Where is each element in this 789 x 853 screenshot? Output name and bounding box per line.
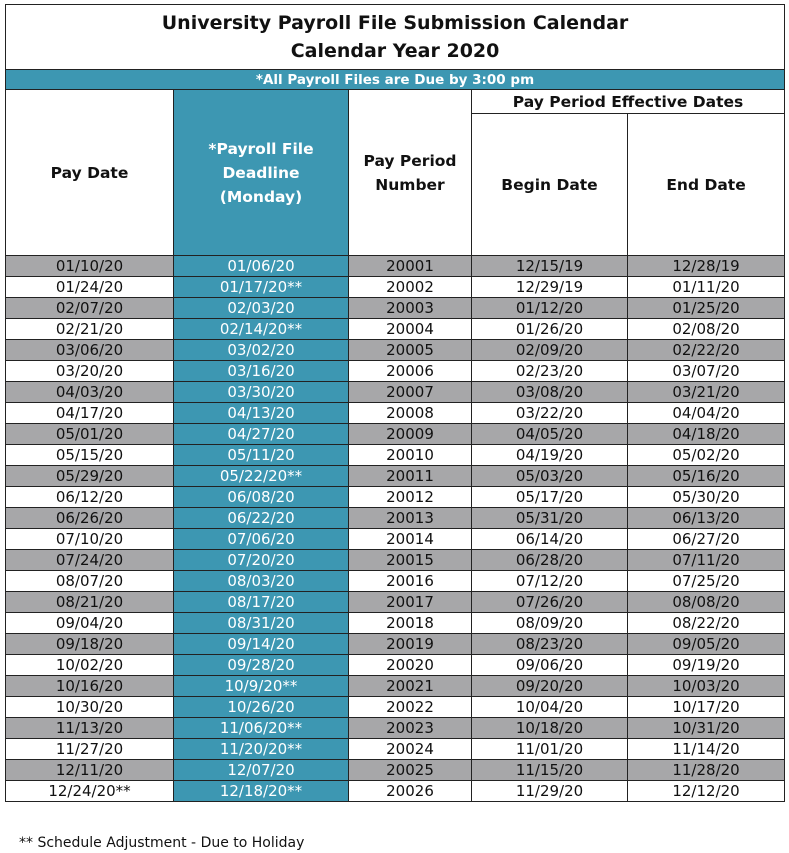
pay-date-cell: 11/27/20 — [6, 739, 174, 760]
begin-date-cell: 03/08/20 — [472, 382, 628, 403]
pay-date-cell: 08/07/20 — [6, 571, 174, 592]
table-row — [6, 466, 785, 487]
table-row — [6, 739, 785, 760]
end-date-cell: 09/19/20 — [628, 655, 785, 676]
pay-period-number-cell: 20010 — [349, 445, 472, 466]
table-row — [6, 781, 785, 802]
begin-date-cell: 01/12/20 — [472, 298, 628, 319]
end-date-cell: 07/25/20 — [628, 571, 785, 592]
table-row — [6, 445, 785, 466]
begin-date-cell: 10/18/20 — [472, 718, 628, 739]
deadline-cell: 03/16/20 — [174, 361, 349, 382]
end-date-cell: 02/08/20 — [628, 319, 785, 340]
deadline-cell: 03/30/20 — [174, 382, 349, 403]
deadline-cell: 02/03/20 — [174, 298, 349, 319]
deadline-cell: 06/08/20 — [174, 487, 349, 508]
table-row — [6, 298, 785, 319]
deadline-cell: 11/20/20** — [174, 739, 349, 760]
pay-date-cell: 02/21/20 — [6, 319, 174, 340]
end-date-cell: 12/28/19 — [628, 256, 785, 277]
end-date-cell: 02/22/20 — [628, 340, 785, 361]
end-date-cell: 07/11/20 — [628, 550, 785, 571]
deadline-cell: 11/06/20** — [174, 718, 349, 739]
pay-period-number-cell: 20001 — [349, 256, 472, 277]
table-row — [6, 613, 785, 634]
pay-date-cell: 10/02/20 — [6, 655, 174, 676]
end-date-cell: 01/25/20 — [628, 298, 785, 319]
pay-period-number-cell: 20023 — [349, 718, 472, 739]
begin-date-cell: 12/29/19 — [472, 277, 628, 298]
table-row — [6, 634, 785, 655]
pay-date-cell: 10/30/20 — [6, 697, 174, 718]
holiday-footnote: ** Schedule Adjustment - Due to Holiday — [19, 835, 305, 851]
pay-period-number-cell: 20008 — [349, 403, 472, 424]
pay-period-header-line-2: Number — [375, 175, 445, 194]
begin-date-cell: 03/22/20 — [472, 403, 628, 424]
end-date-cell: 01/11/20 — [628, 277, 785, 298]
begin-date-cell: 01/26/20 — [472, 319, 628, 340]
pay-period-number-cell: 20016 — [349, 571, 472, 592]
begin-date-cell: 05/03/20 — [472, 466, 628, 487]
effective-dates-group-header: Pay Period Effective Dates — [472, 90, 785, 114]
end-date-cell: 06/13/20 — [628, 508, 785, 529]
begin-date-cell: 07/12/20 — [472, 571, 628, 592]
deadline-cell: 12/07/20 — [174, 760, 349, 781]
pay-date-cell: 07/10/20 — [6, 529, 174, 550]
deadline-cell: 02/14/20** — [174, 319, 349, 340]
begin-date-cell: 04/19/20 — [472, 445, 628, 466]
pay-period-number-cell: 20021 — [349, 676, 472, 697]
pay-date-cell: 03/06/20 — [6, 340, 174, 361]
deadline-cell: 08/31/20 — [174, 613, 349, 634]
pay-period-number-cell: 20009 — [349, 424, 472, 445]
pay-date-header — [6, 90, 174, 256]
end-date-cell: 10/17/20 — [628, 697, 785, 718]
begin-date-cell: 05/31/20 — [472, 508, 628, 529]
pay-date-header-label: Pay Date — [50, 163, 129, 182]
pay-period-number-cell: 20015 — [349, 550, 472, 571]
end-date-cell: 08/22/20 — [628, 613, 785, 634]
payroll-rows — [6, 256, 785, 802]
pay-date-cell: 01/24/20 — [6, 277, 174, 298]
pay-date-cell: 06/12/20 — [6, 487, 174, 508]
begin-date-cell: 02/23/20 — [472, 361, 628, 382]
pay-period-number-cell: 20020 — [349, 655, 472, 676]
pay-date-cell: 09/18/20 — [6, 634, 174, 655]
table-row — [6, 760, 785, 781]
deadline-cell: 07/06/20 — [174, 529, 349, 550]
end-date-cell: 05/16/20 — [628, 466, 785, 487]
begin-date-cell: 11/01/20 — [472, 739, 628, 760]
end-date-cell: 09/05/20 — [628, 634, 785, 655]
table-row — [6, 361, 785, 382]
table-row — [6, 256, 785, 277]
pay-date-cell: 08/21/20 — [6, 592, 174, 613]
pay-period-number-cell: 20017 — [349, 592, 472, 613]
end-date-cell: 06/27/20 — [628, 529, 785, 550]
begin-date-cell: 08/23/20 — [472, 634, 628, 655]
deadline-cell: 08/03/20 — [174, 571, 349, 592]
table-row — [6, 319, 785, 340]
end-date-cell: 04/04/20 — [628, 403, 785, 424]
table-row — [6, 550, 785, 571]
pay-period-number-cell: 20014 — [349, 529, 472, 550]
due-time-banner: *All Payroll Files are Due by 3:00 pm — [6, 70, 785, 90]
table-row — [6, 508, 785, 529]
pay-period-number-cell: 20011 — [349, 466, 472, 487]
begin-date-cell: 07/26/20 — [472, 592, 628, 613]
pay-date-cell: 11/13/20 — [6, 718, 174, 739]
begin-date-cell: 09/20/20 — [472, 676, 628, 697]
payroll-calendar — [5, 4, 784, 851]
end-date-cell: 10/31/20 — [628, 718, 785, 739]
deadline-header — [174, 90, 349, 256]
end-date-cell: 08/08/20 — [628, 592, 785, 613]
pay-date-cell: 05/01/20 — [6, 424, 174, 445]
end-date-cell: 11/28/20 — [628, 760, 785, 781]
begin-date-cell: 02/09/20 — [472, 340, 628, 361]
end-date-cell: 03/21/20 — [628, 382, 785, 403]
deadline-cell: 07/20/20 — [174, 550, 349, 571]
deadline-cell: 01/17/20** — [174, 277, 349, 298]
table-row — [6, 277, 785, 298]
pay-date-cell: 12/11/20 — [6, 760, 174, 781]
calendar-title — [6, 5, 785, 70]
deadline-cell: 10/9/20** — [174, 676, 349, 697]
table-row — [6, 655, 785, 676]
pay-date-cell: 06/26/20 — [6, 508, 174, 529]
begin-date-cell: 05/17/20 — [472, 487, 628, 508]
begin-date-cell: 11/29/20 — [472, 781, 628, 802]
pay-date-cell: 07/24/20 — [6, 550, 174, 571]
title-line-2: Calendar Year 2020 — [290, 40, 500, 62]
pay-period-number-cell: 20025 — [349, 760, 472, 781]
deadline-cell: 09/14/20 — [174, 634, 349, 655]
deadline-cell: 12/18/20** — [174, 781, 349, 802]
begin-date-cell: 12/15/19 — [472, 256, 628, 277]
pay-period-number-cell: 20007 — [349, 382, 472, 403]
end-date-cell: 11/14/20 — [628, 739, 785, 760]
table-row — [6, 529, 785, 550]
end-date-cell: 10/03/20 — [628, 676, 785, 697]
pay-date-cell: 05/29/20 — [6, 466, 174, 487]
pay-period-number-cell: 20018 — [349, 613, 472, 634]
pay-period-number-cell: 20012 — [349, 487, 472, 508]
begin-date-cell: 04/05/20 — [472, 424, 628, 445]
table-row — [6, 382, 785, 403]
begin-date-cell: 10/04/20 — [472, 697, 628, 718]
end-date-cell: 03/07/20 — [628, 361, 785, 382]
begin-date-cell: 08/09/20 — [472, 613, 628, 634]
deadline-cell: 09/28/20 — [174, 655, 349, 676]
pay-date-cell: 05/15/20 — [6, 445, 174, 466]
pay-period-number-cell: 20024 — [349, 739, 472, 760]
deadline-cell: 10/26/20 — [174, 697, 349, 718]
deadline-cell: 08/17/20 — [174, 592, 349, 613]
deadline-header-line-2: Deadline — [222, 163, 300, 182]
pay-date-cell: 04/03/20 — [6, 382, 174, 403]
deadline-cell: 01/06/20 — [174, 256, 349, 277]
deadline-header-line-1: *Payroll File — [208, 139, 314, 158]
end-date-cell: 12/12/20 — [628, 781, 785, 802]
table-row — [6, 676, 785, 697]
pay-period-header-line-1: Pay Period — [363, 151, 457, 170]
pay-period-number-cell: 20006 — [349, 361, 472, 382]
pay-period-number-cell: 20026 — [349, 781, 472, 802]
end-date-cell: 04/18/20 — [628, 424, 785, 445]
table-row — [6, 487, 785, 508]
pay-period-number-cell: 20013 — [349, 508, 472, 529]
begin-date-cell: 09/06/20 — [472, 655, 628, 676]
pay-date-cell: 03/20/20 — [6, 361, 174, 382]
pay-date-cell: 01/10/20 — [6, 256, 174, 277]
deadline-cell: 04/27/20 — [174, 424, 349, 445]
deadline-cell: 04/13/20 — [174, 403, 349, 424]
table-row — [6, 697, 785, 718]
begin-date-header: Begin Date — [472, 114, 628, 256]
deadline-cell: 05/22/20** — [174, 466, 349, 487]
deadline-cell: 06/22/20 — [174, 508, 349, 529]
end-date-cell: 05/30/20 — [628, 487, 785, 508]
deadline-cell: 05/11/20 — [174, 445, 349, 466]
table-row — [6, 340, 785, 361]
pay-period-number-cell: 20002 — [349, 277, 472, 298]
payroll-calendar-table — [5, 4, 785, 802]
table-row — [6, 424, 785, 445]
pay-date-cell: 10/16/20 — [6, 676, 174, 697]
pay-period-number-header — [349, 90, 472, 256]
begin-date-cell: 06/14/20 — [472, 529, 628, 550]
pay-date-cell: 04/17/20 — [6, 403, 174, 424]
pay-date-cell: 02/07/20 — [6, 298, 174, 319]
begin-date-cell: 06/28/20 — [472, 550, 628, 571]
table-row — [6, 592, 785, 613]
deadline-header-line-3: (Monday) — [219, 187, 303, 206]
begin-date-cell: 11/15/20 — [472, 760, 628, 781]
end-date-header: End Date — [628, 114, 785, 256]
deadline-cell: 03/02/20 — [174, 340, 349, 361]
pay-period-number-cell: 20005 — [349, 340, 472, 361]
pay-period-number-cell: 20003 — [349, 298, 472, 319]
end-date-cell: 05/02/20 — [628, 445, 785, 466]
table-row — [6, 718, 785, 739]
pay-date-cell: 12/24/20** — [6, 781, 174, 802]
table-row — [6, 403, 785, 424]
pay-period-number-cell: 20004 — [349, 319, 472, 340]
pay-period-number-cell: 20022 — [349, 697, 472, 718]
table-row — [6, 571, 785, 592]
title-line-1: University Payroll File Submission Calendar — [161, 12, 629, 34]
pay-date-cell: 09/04/20 — [6, 613, 174, 634]
pay-period-number-cell: 20019 — [349, 634, 472, 655]
